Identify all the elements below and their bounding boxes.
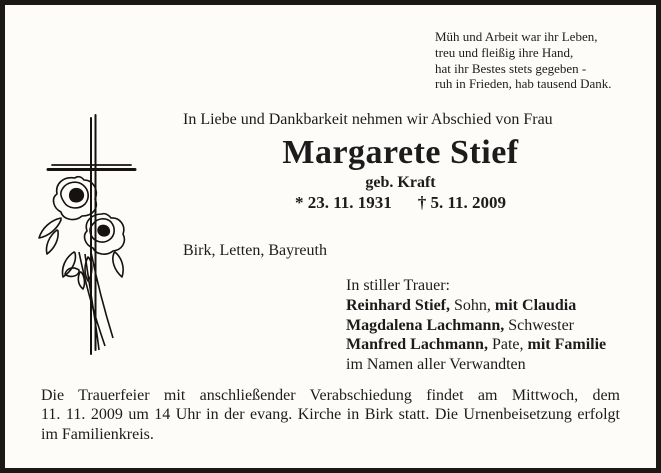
- mourners-intro: In stiller Trauer:: [346, 277, 450, 294]
- locations-line: Birk, Letten, Bayreuth: [183, 242, 327, 259]
- mourners-line: [346, 335, 606, 355]
- mourners-closing: im Namen aller Verwandten: [346, 356, 526, 374]
- mourners-block: [346, 276, 606, 375]
- life-dates: [178, 193, 623, 213]
- death-date: † 5. 11. 2009: [417, 193, 507, 212]
- mourner-name: Magdalena Lachmann,: [346, 316, 505, 334]
- poem-line: hat ihr Bestes stets gegeben -: [435, 60, 587, 76]
- cross-and-roses-icon: [27, 102, 167, 360]
- deceased-heading: [178, 133, 623, 213]
- birth-date: * 23. 11. 1931: [294, 193, 392, 212]
- maiden-name: geb. Kraft: [365, 174, 436, 191]
- funeral-info: [41, 386, 620, 444]
- mourner-relation: Schwester: [508, 316, 575, 334]
- poem-line: treu und fleißig ihre Hand,: [435, 44, 574, 60]
- mourners-line: [346, 316, 606, 336]
- mourner-name: mit Familie: [527, 336, 607, 354]
- mourner-name: Reinhard Stief,: [346, 296, 450, 314]
- deceased-name: Margarete Stief: [282, 134, 519, 171]
- mourner-name: mit Claudia: [494, 296, 577, 314]
- mourner-name: Manfred Lachmann,: [346, 336, 488, 354]
- mourner-relation: Pate,: [491, 336, 524, 354]
- funeral-line: Die Trauerfeier mit anschließender Verabschiedung findet am Mittwoch, dem: [41, 387, 620, 404]
- poem-line: ruh in Frieden, hab tausend Dank.: [435, 76, 612, 92]
- funeral-line: 11. 11. 2009 um 14 Uhr in der evang. Kirche in Birk statt. Die Urnenbeisetzung erfolgt: [41, 406, 620, 424]
- intro-line: In Liebe und Dankbarkeit nehmen wir Abschied von Frau: [183, 111, 553, 128]
- mourner-relation: Sohn,: [454, 296, 491, 314]
- mourners-line: [346, 296, 606, 316]
- poem-line: Müh und Arbeit war ihr Leben,: [435, 29, 598, 44]
- funeral-line: im Familienkreis.: [41, 425, 154, 443]
- memorial-poem: [435, 29, 612, 92]
